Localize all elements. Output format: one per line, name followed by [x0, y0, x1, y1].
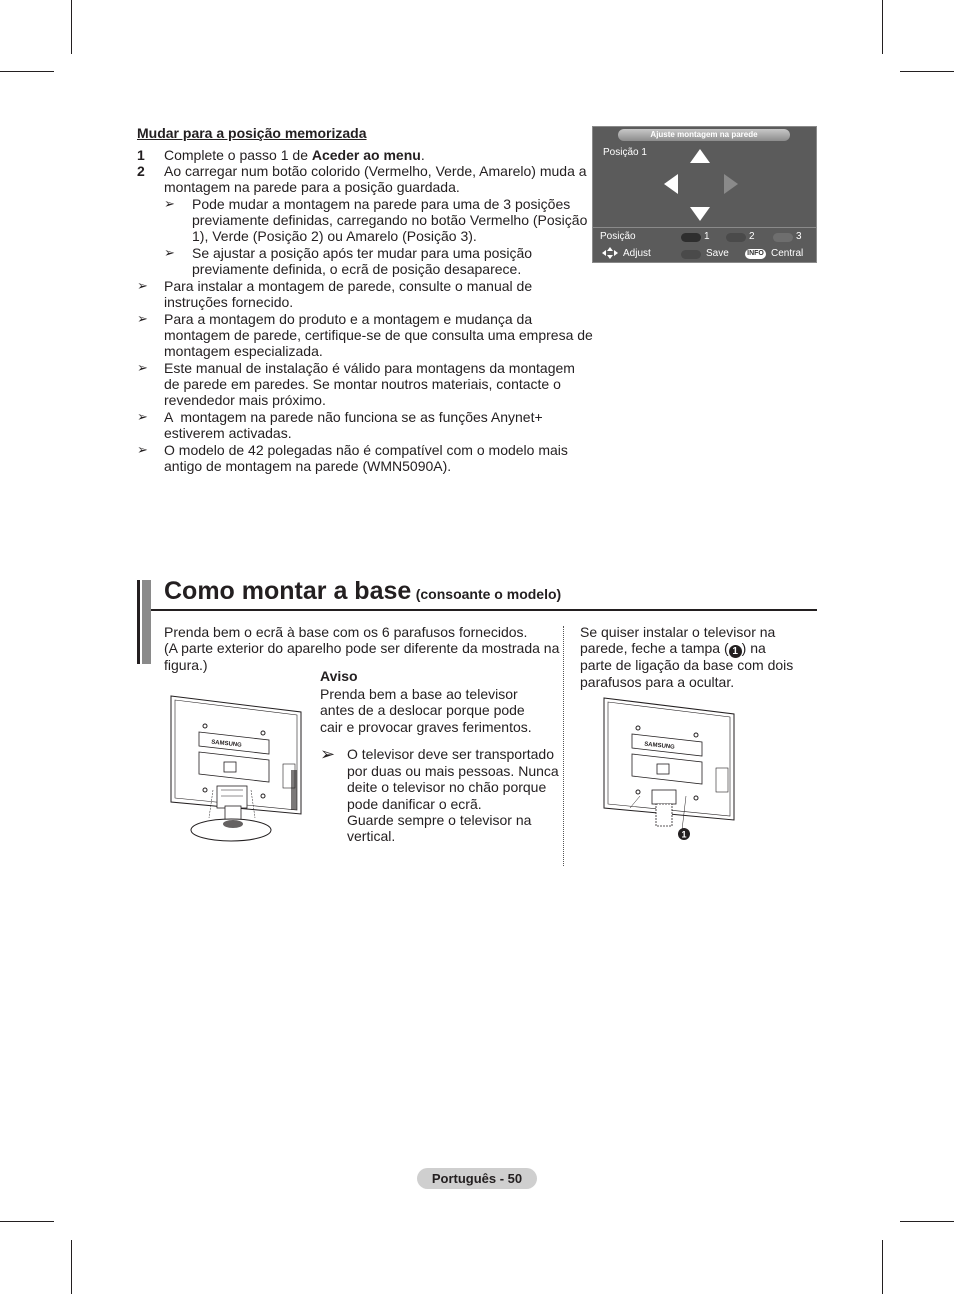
osd-save: Save [706, 248, 729, 259]
page-number-badge: Português - 50 [417, 1168, 537, 1189]
note-line: Se ajustar a posição após ter mudar para uma posição [192, 245, 533, 261]
warning-note-line: Guarde sempre o televisor na [347, 812, 532, 828]
note-line: Este manual de instalação é válido para montagens da montagem [164, 360, 575, 376]
brand-logo: SAMSUNG [210, 739, 242, 749]
note-line: previamente definida, o ecrã de posição desaparece. [192, 261, 522, 277]
body-line: parafusos para a ocultar. [580, 674, 735, 690]
arrow-bullet-icon: ➢ [320, 744, 336, 764]
crop-mark [0, 1221, 54, 1222]
section-title-main: Como montar a base [164, 577, 412, 605]
note-line: 1), Verde (Posição 2) ou Amarelo (Posição 3). [192, 228, 477, 244]
arrow-up-icon [690, 149, 710, 163]
section-rule [151, 609, 817, 611]
note-line: montagem especializada. [164, 343, 323, 359]
step-line: montagem na parede para a posição guardada. [164, 179, 460, 195]
osd-pos2: 2 [749, 231, 755, 242]
move-icon [602, 247, 618, 259]
body-line: parte de ligação da base com dois [580, 657, 794, 673]
step-text-part: . [420, 147, 425, 163]
step-number: 2 [137, 163, 145, 179]
warning-note-line: O televisor deve ser transportado [347, 746, 554, 762]
note-line: montagem de parede, certifique-se de que consulta uma empresa de [164, 327, 593, 343]
note-line: de parede em paredes. Se montar noutros materiais, contacte o [164, 376, 561, 392]
section-title-sub: (consoante o modelo) [415, 586, 562, 602]
crop-mark [71, 0, 72, 54]
tv-back-with-cover-illustration [600, 692, 740, 852]
note-line: Pode mudar a montagem na parede para uma de 3 posições [192, 196, 571, 212]
note-line: instruções fornecido. [164, 294, 294, 310]
step-text-part: Complete o passo 1 de [164, 147, 312, 163]
body-line: Se quiser instalar o televisor na [580, 624, 776, 640]
osd-pos1-pill[interactable] [681, 233, 701, 242]
tv-back-with-stand-illustration [165, 690, 305, 850]
warning-line: antes de a deslocar porque pode [320, 702, 525, 718]
section-heading: Mudar para a posição memorizada [137, 125, 367, 141]
note-line: revendedor mais próximo. [164, 392, 326, 408]
osd-pos2-pill[interactable] [726, 233, 746, 242]
step-text [164, 147, 425, 163]
note-line: estiverem activadas. [164, 425, 292, 441]
section-side-bar [137, 580, 151, 664]
warning-title: Aviso [320, 668, 358, 684]
crop-mark [900, 71, 954, 72]
body-line: Prenda bem o ecrã à base com os 6 parafusos fornecidos. [164, 624, 528, 640]
osd-position-label: Posição 1 [603, 147, 647, 158]
arrow-bullet-icon: ➢ [137, 278, 148, 293]
osd-wall-mount-panel [592, 126, 817, 263]
osd-arrow-pad [593, 127, 818, 237]
warning-note-line: deite o televisor no chão porque [347, 779, 547, 795]
body-line: figura.) [164, 657, 208, 673]
osd-save-pill[interactable] [681, 250, 701, 259]
arrow-bullet-icon: ➢ [137, 442, 148, 457]
warning-note-line: por duas ou mais pessoas. Nunca [347, 763, 559, 779]
osd-central: Central [771, 248, 804, 259]
body-line [580, 640, 766, 658]
section-title [164, 577, 561, 606]
warning-line: cair e provocar graves ferimentos. [320, 719, 532, 735]
crop-mark [71, 1240, 72, 1294]
warning-note-line: vertical. [347, 828, 396, 844]
brand-logo: SAMSUNG [643, 741, 675, 751]
warning-note-line: pode danificar o ecrã. [347, 796, 482, 812]
osd-title: Ajuste montagem na parede [618, 129, 790, 141]
arrow-bullet-icon: ➢ [164, 196, 175, 211]
crop-mark [882, 0, 883, 54]
arrow-down-icon [690, 207, 710, 221]
arrow-bullet-icon: ➢ [164, 245, 175, 260]
step-link: Aceder ao menu [311, 147, 421, 163]
body-text-part: parede, feche a tampa ( [580, 640, 729, 656]
crop-mark [0, 71, 54, 72]
step-number: 1 [137, 147, 145, 163]
column-divider [563, 626, 564, 866]
crop-mark [882, 1240, 883, 1294]
note-line: A montagem na parede não funciona se as funções Anynet+ [164, 409, 543, 425]
osd-adjust: Adjust [623, 248, 651, 259]
svg-text:1: 1 [681, 829, 687, 840]
osd-row-label: Posição [600, 231, 636, 242]
step-line: Ao carregar num botão colorido (Vermelho, Verde, Amarelo) muda a [164, 163, 587, 179]
osd-pos3: 3 [796, 231, 802, 242]
crop-mark [900, 1221, 954, 1222]
body-text-part: ) na [741, 640, 766, 656]
body-line: (A parte exterior do aparelho pode ser diferente da mostrada na [164, 640, 560, 656]
note-line: previamente definidas, carregando no botão Vermelho (Posição [192, 212, 588, 228]
warning-line: Prenda bem a base ao televisor [320, 686, 518, 702]
osd-pos3-pill[interactable] [773, 233, 793, 242]
arrow-bullet-icon: ➢ [137, 409, 148, 424]
arrow-bullet-icon: ➢ [137, 311, 148, 326]
note-line: antigo de montagem na parede (WMN5090A). [164, 458, 452, 474]
info-button-icon[interactable]: INFO [745, 249, 766, 259]
note-line: O modelo de 42 polegadas não é compatível com o modelo mais [164, 442, 568, 458]
arrow-left-icon [664, 174, 678, 194]
osd-pos1: 1 [704, 231, 710, 242]
arrow-right-icon [724, 174, 738, 194]
arrow-bullet-icon: ➢ [137, 360, 148, 375]
note-line: Para instalar a montagem de parede, consulte o manual de [164, 278, 533, 294]
note-line: Para a montagem do produto e a montagem e mudança da [164, 311, 533, 327]
callout-number-icon: 1 [729, 645, 742, 658]
